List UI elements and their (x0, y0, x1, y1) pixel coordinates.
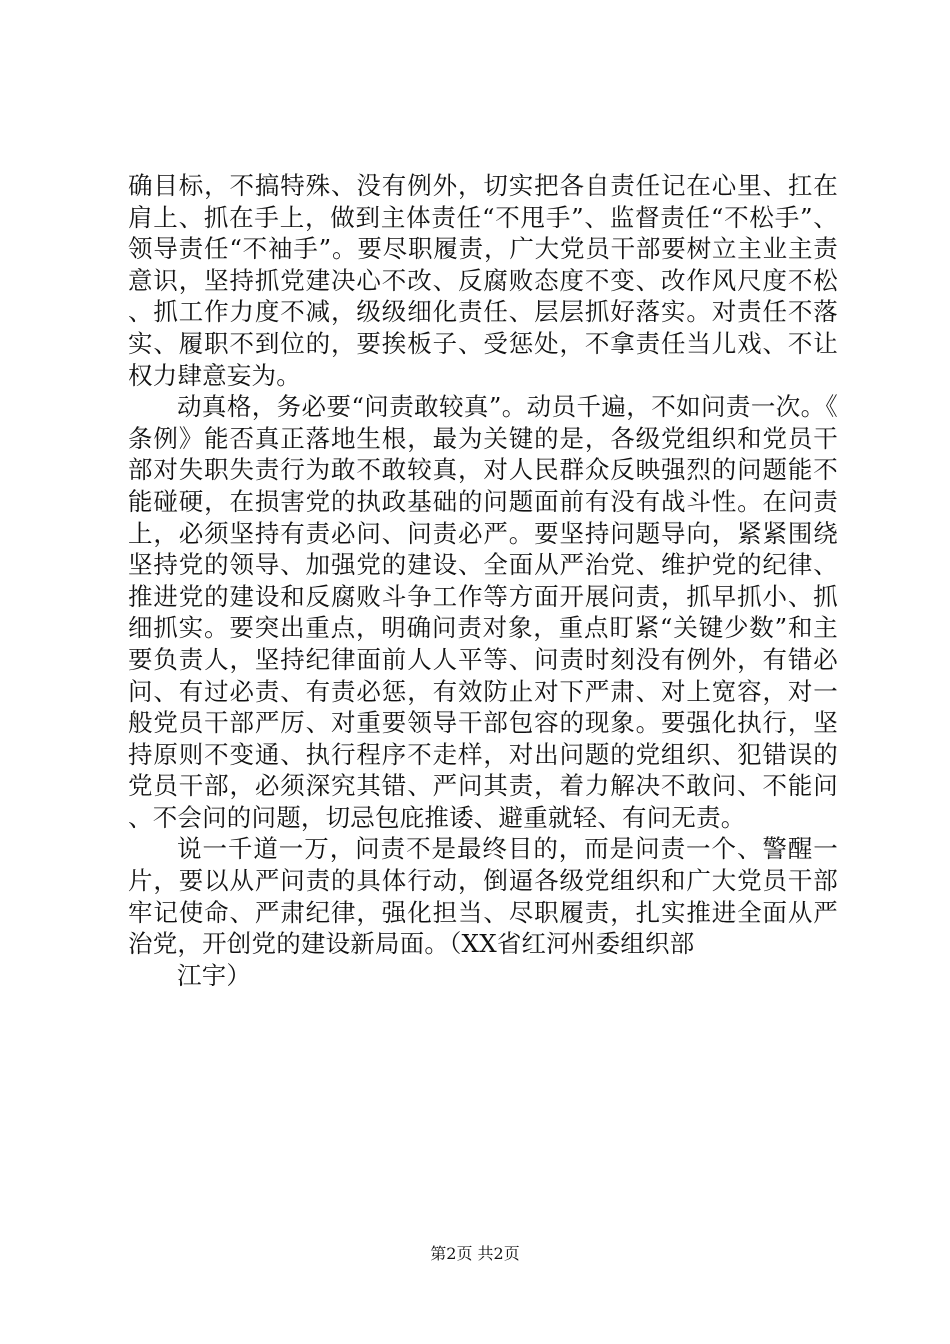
paragraph-accountability: 动真格，务必要“问责敢较真”。动员千遍，不如问责一次。《条例》能否真正落地生根，最为关键的是，各级党组织和党员干部对失职失责行为敢不敢较真，对人民群众反映强烈的问题能不能碰硬，在损害党的执政基础的问题面前有没有战斗性。在问责上，必须坚持有责必问、问责必严。要坚持问题导向，紧紧围绕坚持党的领导、加强党的建设、全面从严治党、维护党的纪律、推进党的建设和反腐败斗争工作等方面开展问责，抓早抓小、抓细抓实。要突出重点，明确问责对象，重点盯紧“关键少数”和主要负责人，坚持纪律面前人人平等、问责时刻没有例外，有错必问、有过必责、有责必惩，有效防止对下严肃、对上宽容，对一般党员干部严厉、对重要领导干部包容的现象。要强化执行，坚持原则不变通、执行程序不走样，对出问题的党组织、犯错误的党员干部，必须深究其错、严问其责，着力解决不敢问、不能问、不会问的问题，切忌包庇推诿、避重就轻、有问无责。 (128, 392, 838, 832)
document-body (128, 170, 838, 991)
paragraph-conclusion: 说一千道一万，问责不是最终目的，而是问责一个、警醒一片，要以从严问责的具体行动，倒逼各级党组织和广大党员干部牢记使命、严肃纪律，强化担当、尽职履责，扎实推进全面从严治党，开创党的建设新局面。（XX省红河州委组织部 (128, 834, 838, 959)
page-number-footer: 第2页 共2页 (430, 1244, 520, 1263)
author-signature: 江宇） (177, 960, 252, 990)
paragraph-continuation: 确目标，不搞特殊、没有例外，切实把各自责任记在心里、扛在肩上、抓在手上，做到主体责任“不甩手”、监督责任“不松手”、领导责任“不袖手”。要尽职履责，广大党员干部要树立主业主责意识，坚持抓党建决心不改、反腐败态度不变、改作风尺度不松、抓工作力度不减，级级细化责任、层层抓好落实。对责任不落实、履职不到位的，要挨板子、受惩处，不拿责任当儿戏、不让权力肆意妄为。 (128, 171, 838, 390)
